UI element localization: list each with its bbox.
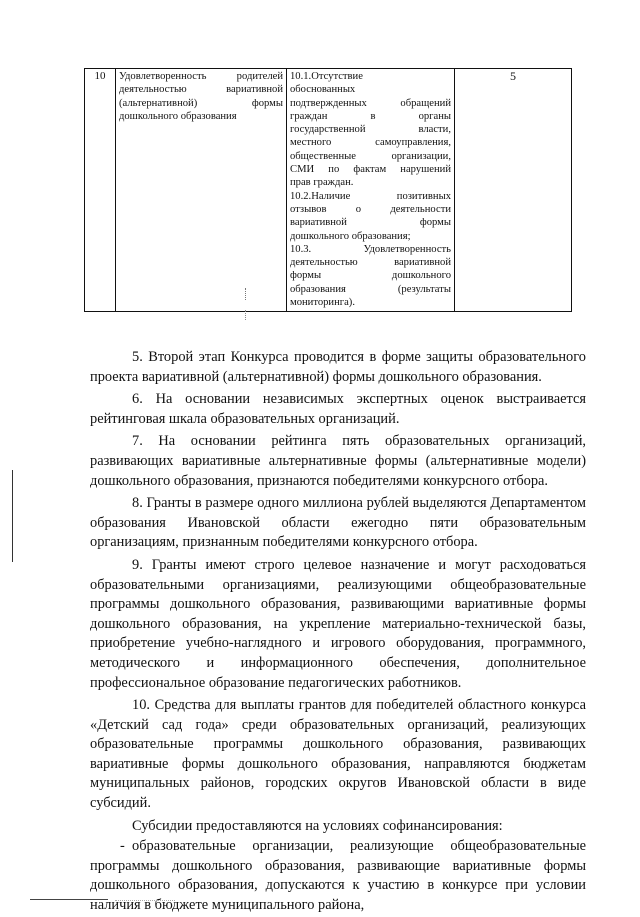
criterion-name: Удовлетворенность родителей деятельностью вариативной (альтернативной) формы дошкольного образования [116, 69, 287, 312]
indicator-line: вариативной формы [290, 217, 451, 229]
scan-artifact [245, 288, 248, 300]
indicator-line: общественные организации, [290, 150, 451, 162]
indicator-line: граждан в органы [290, 110, 451, 122]
indicator-line: подтвержденных обращений [290, 97, 451, 109]
scan-artifact [245, 310, 248, 320]
list-dash: - [120, 838, 125, 855]
indicator-line: деятельностью вариативной [290, 257, 451, 269]
indicator-line: дошкольного образования; [290, 230, 411, 242]
paragraph-9: 9. Гранты имеют строго целевое назначение и могут расходоваться образовательными организациями, реализующими общеобразовательные программы дошкольного образования, развивающими вариативные формы дошкольного образования, на укрепление материально-технической базы, приобретение учебно-наглядного и игрового оборудования, программного, методического и информационного обеспечения, дополнительное профессиональное образование педагогических работников. [90, 556, 586, 691]
paragraph-subsidies: Субсидии предоставляются на условиях софинансирования: [132, 817, 503, 834]
indicator-line: местного самоуправления, [290, 137, 451, 149]
criterion-indicators [287, 69, 455, 312]
bottom-rule-faint [115, 900, 175, 901]
indicator-line: прав граждан. [290, 177, 354, 189]
table-row [85, 69, 572, 312]
paragraph-7: 7. На основании рейтинга пять образовательных организаций, развивающих вариативные альтернативные формы (альтернативные модели) дошкольного образования, признаются победителями конкурсного отбора. [90, 433, 586, 489]
indicator-line: формы дошкольного [290, 270, 451, 282]
indicator-line: 10.2.Наличие позитивных [290, 190, 451, 202]
paragraph-6: 6. На основании независимых экспертных оценок выстраивается рейтинговая шкала образовательных организаций. [90, 391, 586, 427]
paragraph-12: образовательные организации, реализующие общеобразовательные программы дошкольного образования, развивающие вариативные формы дошкольного образования, допускаются к участию в конкурсе при условии наличия в бюджете муниципального района, [90, 838, 586, 914]
paragraph-8: 8. Гранты в размере одного миллиона рублей выделяются Департаментом образования Ивановской области ежегодно пяти образовательным организациям, признанным победителями конкурсного отбора. [90, 495, 586, 551]
indicator-line: отзывов о деятельности [290, 203, 451, 215]
indicator-line: обоснованных [290, 84, 356, 96]
paragraph-5: 5. Второй этап Конкурса проводится в форме защиты образовательного проекта вариативной (альтернативной) формы дошкольного образования. [90, 349, 586, 385]
indicator-line: государственной власти, [290, 124, 451, 136]
paragraph-10: 10. Средства для выплаты грантов для победителей областного конкурса «Детский сад года» среди образовательных организаций, реализующих образовательные программы дошкольного образования, развивающих вариативные формы дошкольного образования, направляются бюджетам муниципальных районов, городских округов Ивановской области в виде субсидий. [90, 697, 586, 812]
indicator-line: СМИ по фактам нарушений [290, 164, 451, 176]
criterion-number: 10 [85, 69, 116, 312]
bottom-rule [30, 899, 108, 900]
criterion-score: 5 [455, 69, 572, 312]
margin-line [12, 470, 13, 562]
indicator-line: 10.3. Удовлетворенность [290, 243, 451, 255]
indicator-line: 10.1.Отсутствие [290, 71, 363, 82]
criteria-table [84, 68, 572, 312]
indicator-line: мониторинга). [290, 297, 355, 309]
indicator-line: образования (результаты [290, 283, 451, 295]
body-text [90, 348, 586, 917]
